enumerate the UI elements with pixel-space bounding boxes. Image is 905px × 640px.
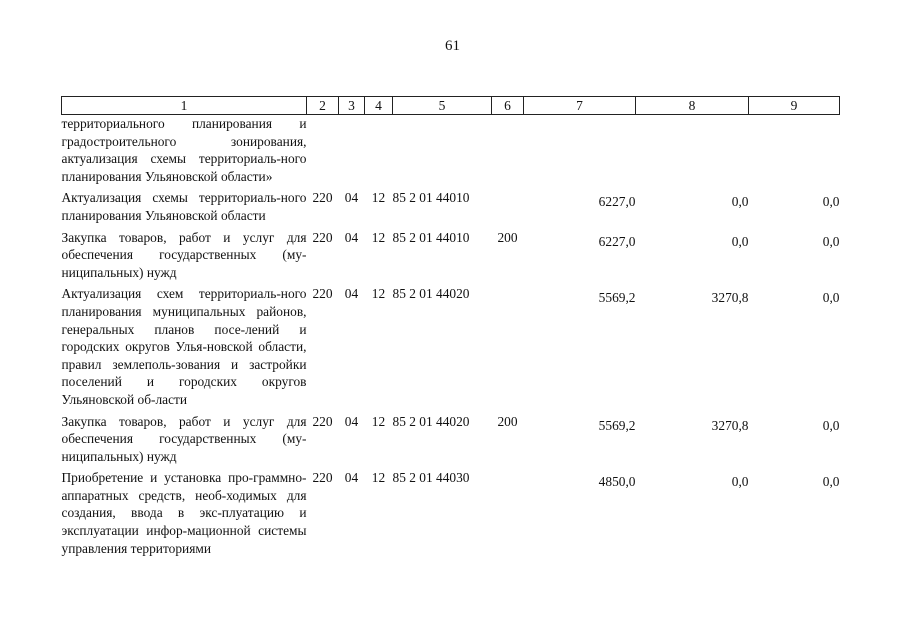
col-header-5: 5	[393, 97, 492, 115]
row-amount-col9: 0,0	[822, 474, 840, 490]
row-section-code: 04	[344, 286, 359, 302]
row-target-article: 85 2 01 44030	[392, 470, 470, 486]
row-amount-col7: 5569,2	[598, 290, 636, 306]
row-subsection-code: 12	[371, 286, 386, 302]
row-name: Закупка товаров, работ и услуг для обеспечения государственных (му-ниципальных) нужд	[61, 229, 307, 280]
row-amount-col7: 6227,0	[598, 233, 636, 249]
row-amount-col8: 3270,8	[711, 417, 749, 433]
row-ministry-code: 220	[312, 229, 333, 245]
row-amount-col8: 0,0	[731, 194, 749, 210]
col-header-7: 7	[524, 97, 636, 115]
col-header-3: 3	[339, 97, 365, 115]
col-header-9: 9	[749, 97, 840, 115]
row-ministry-code: 220	[312, 286, 333, 302]
row-subsection-code: 12	[371, 190, 386, 206]
row-name: Актуализация схемы территориаль-ного планирования Ульяновской области	[61, 190, 307, 223]
row-amount-col9: 0,0	[822, 290, 840, 306]
col-header-2: 2	[307, 97, 339, 115]
table-row	[62, 189, 840, 224]
row-amount-col9	[749, 115, 840, 186]
row-expense-type: 200	[497, 413, 518, 429]
header-row	[62, 97, 840, 115]
row-amount-col7: 5569,2	[598, 417, 636, 433]
row-name: Приобретение и установка про-граммно-аппаратных средств, необ-ходимых для создания, ввода в экс-плуатацию и эксплуатации инфор-мационной системы управления территориями	[61, 470, 307, 556]
row-expense-type	[492, 285, 524, 408]
row-expense-type	[492, 469, 524, 557]
row-section-code: 04	[344, 229, 359, 245]
row-target-article: 85 2 01 44020	[392, 286, 470, 302]
table-row	[62, 469, 840, 557]
row-ministry-code: 220	[312, 470, 333, 486]
row-name: Актуализация схем территориаль-ного планирования муниципальных районов, генеральных планов посе-лений и городских округов Улья-новской области, правил землеполь-зования и застройки поселений и городских округов Ульяновской об-ласти	[61, 286, 307, 407]
row-expense-type	[492, 189, 524, 224]
row-amount-col9: 0,0	[822, 194, 840, 210]
row-target-article: 85 2 01 44010	[392, 229, 470, 245]
row-subsection-code: 12	[371, 470, 386, 486]
row-target-article	[393, 115, 492, 186]
table-row	[62, 229, 840, 282]
row-ministry-code: 220	[312, 190, 333, 206]
row-amount-col8: 0,0	[731, 474, 749, 490]
table-row	[62, 413, 840, 466]
row-target-article: 85 2 01 44020	[392, 413, 470, 429]
row-section-code: 04	[344, 470, 359, 486]
row-name: территориального планирования и градостроительного зонирования, актуализация схемы территориаль-ного планирования Ульяновской области»	[61, 116, 307, 184]
col-header-1: 1	[62, 97, 307, 115]
row-subsection-code: 12	[371, 229, 386, 245]
table-row	[62, 115, 840, 186]
row-amount-col8: 0,0	[731, 233, 749, 249]
table-row	[62, 285, 840, 408]
row-ministry-code	[307, 115, 339, 186]
row-amount-col7: 6227,0	[598, 194, 636, 210]
page-number: 61	[445, 38, 460, 54]
col-header-4: 4	[365, 97, 393, 115]
row-expense-type	[492, 115, 524, 186]
row-ministry-code: 220	[312, 413, 333, 429]
row-amount-col7: 4850,0	[598, 474, 636, 490]
row-target-article: 85 2 01 44010	[392, 190, 470, 206]
row-amount-col8	[636, 115, 749, 186]
budget-table	[61, 96, 840, 557]
row-amount-col9: 0,0	[822, 417, 840, 433]
col-header-8: 8	[636, 97, 749, 115]
row-amount-col7	[524, 115, 636, 186]
row-section-code: 04	[344, 413, 359, 429]
row-section-code	[339, 115, 365, 186]
row-subsection-code	[365, 115, 393, 186]
row-name: Закупка товаров, работ и услуг для обеспечения государственных (му-ниципальных) нужд	[61, 413, 307, 464]
row-amount-col8: 3270,8	[711, 290, 749, 306]
row-section-code: 04	[344, 190, 359, 206]
row-subsection-code: 12	[371, 413, 386, 429]
col-header-6: 6	[492, 97, 524, 115]
row-expense-type: 200	[497, 229, 518, 245]
row-amount-col9: 0,0	[822, 233, 840, 249]
